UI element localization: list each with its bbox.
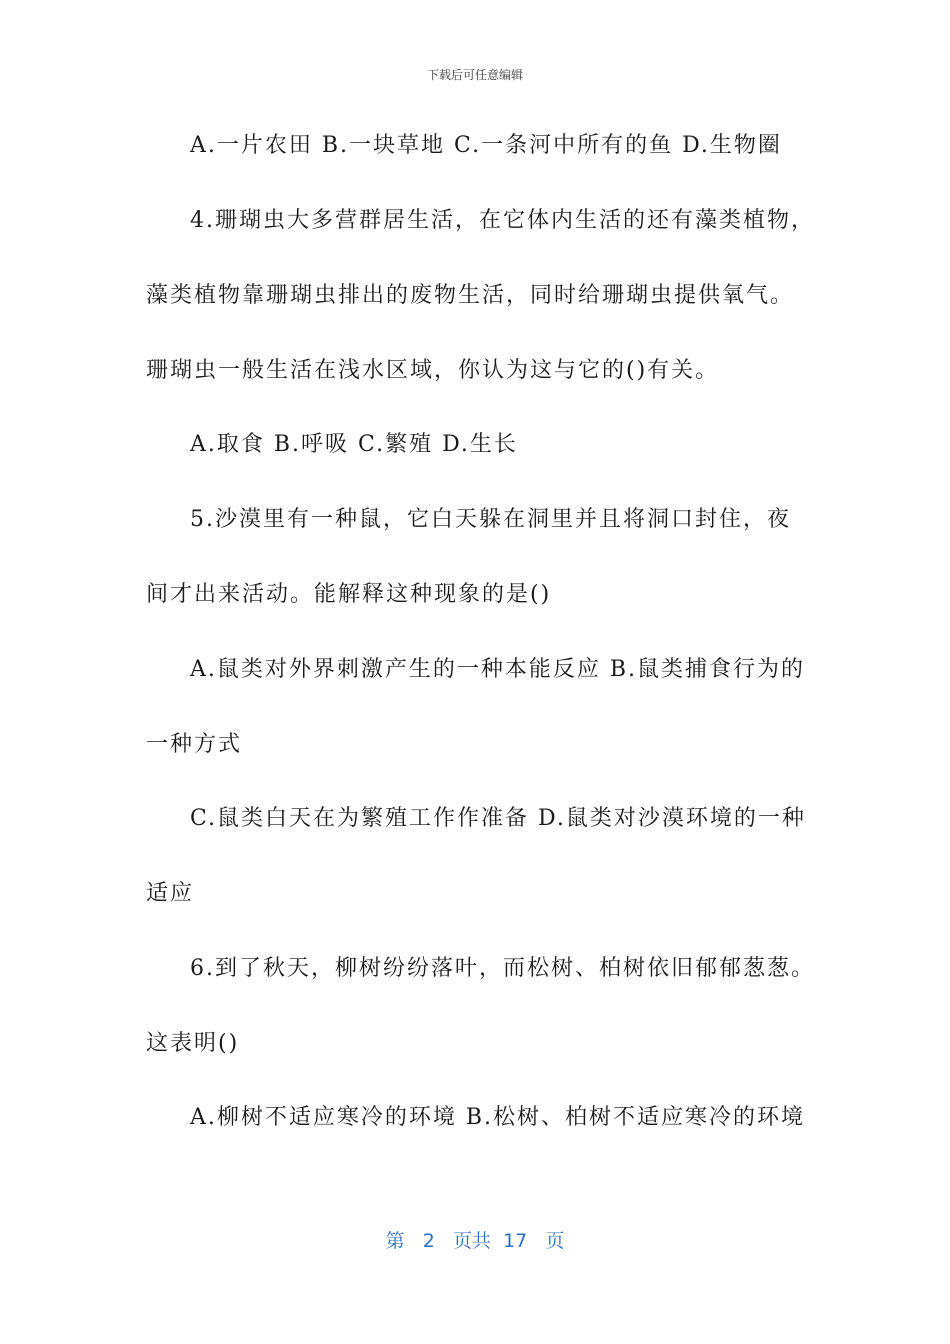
text-line-2: 4.珊瑚虫大多营群居生活，在它体内生活的还有藻类植物， — [190, 208, 815, 233]
text-line-6: 5.沙漠里有一种鼠，它白天躲在洞里并且将洞口封住，夜 — [190, 507, 791, 532]
page-header-note: 下载后可任意编辑 — [426, 68, 523, 82]
text-line-11: 适应 — [146, 881, 195, 906]
text-line-10: C.鼠类白天在为繁殖工作作准备 D.鼠类对沙漠环境的一种 — [190, 806, 806, 831]
text-line-5: A.取食 B.呼吸 C.繁殖 D.生长 — [190, 432, 518, 457]
text-line-4: 珊瑚虫一般生活在浅水区域，你认为这与它的()有关。 — [146, 358, 720, 383]
text-line-1: A.一片农田 B.一块草地 C.一条河中所有的鱼 D.生物圈 — [190, 133, 782, 158]
footer-label-prefix: 第 — [385, 1230, 405, 1252]
text-line-7: 间才出来活动。能解释这种现象的是() — [146, 582, 552, 607]
text-line-3: 藻类植物靠珊瑚虫排出的废物生活，同时给珊瑚虫提供氧气。 — [146, 283, 795, 308]
footer-total-pages: 17 — [503, 1230, 528, 1252]
footer-page-number: 2 — [422, 1230, 435, 1252]
text-line-14: A.柳树不适应寒冷的环境 B.松树、柏树不适应寒冷的环境 — [190, 1105, 806, 1130]
text-line-8: A.鼠类对外界刺激产生的一种本能反应 B.鼠类捕食行为的 — [190, 657, 806, 682]
text-line-13: 这表明() — [146, 1031, 240, 1056]
text-line-12: 6.到了秋天，柳树纷纷落叶，而松树、柏树依旧郁郁葱葱。 — [190, 956, 815, 981]
footer-label-suffix: 页 — [545, 1230, 565, 1252]
page-footer — [0, 1226, 950, 1253]
footer-label-middle: 页共 — [452, 1230, 491, 1252]
text-line-9: 一种方式 — [146, 732, 243, 757]
